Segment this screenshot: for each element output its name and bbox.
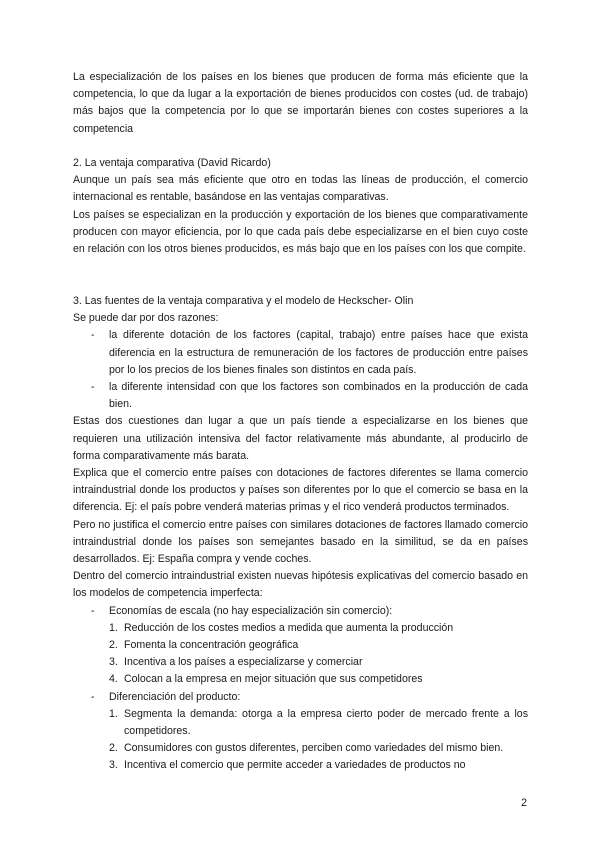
sublist-text: Reducción de los costes medios a medida que aumenta la producción: [124, 621, 454, 634]
sublist-item: [109, 706, 528, 740]
sublist-number: 1.: [109, 621, 118, 634]
sublist-number: 2.: [109, 639, 118, 652]
section-3-paragraph-2: Explica que el comercio entre países con dotaciones de factores diferentes se llama comercio intraindustrial donde los productos y países son diferentes por lo que el comercio se basa en la diferencia. Ej: el país pobre venderá materias primas y el rico venderá productos terminados.: [73, 467, 528, 514]
hypothesis-title: - Diferenciación del producto:: [109, 690, 241, 703]
hypothesis-sublist: [109, 620, 528, 689]
sublist-text: Incentiva a los países a especializarse y comerciar: [124, 656, 363, 669]
sublist-item: [109, 757, 528, 774]
hypothesis-sublist: [109, 706, 528, 775]
page-number: 2: [521, 797, 527, 809]
sublist-text: Incentiva el comercio que permite acceder a variedades de productos no: [124, 759, 466, 772]
hypotheses-list: [73, 603, 528, 775]
section-3-paragraph-1: Estas dos cuestiones dan lugar a que un país tiende a especializarse en los bienes que requieren una utilización intensiva del factor relativamente más abundante, al producirlo de forma comparativamente más barata.: [73, 415, 528, 462]
intro-paragraph: La especialización de los países en los bienes que producen de forma más eficiente que la competencia, lo que da lugar a la exportación de bienes producidos con costes (ud. de trabajo) más bajos que la competencia por lo que se importarán bienes con costes superiores a la competencia: [73, 71, 528, 135]
sublist-number: 4.: [109, 673, 118, 686]
sublist-text: Fomenta la concentración geográfica: [124, 639, 299, 652]
reason-item: - la diferente intensidad con que los factores son combinados en la producción de cada bien.: [73, 379, 528, 413]
section-3-paragraph-4: Dentro del comercio intraindustrial existen nuevas hipótesis explicativas del comercio basado en los modelos de competencia imperfecta:: [73, 570, 528, 600]
sublist-item: [109, 654, 528, 671]
sublist-item: [109, 637, 528, 654]
section-3-heading: 3. Las fuentes de la ventaja comparativa y el modelo de Heckscher- Olin: [73, 295, 414, 307]
section-2: [73, 155, 528, 258]
section-2-paragraph-2: Los países se especializan en la producción y exportación de los bienes que comparativamente producen con mayor eficiencia, por lo que cada país debe especializarse en el bien cuyo coste en relación con los otros bienes producidos, es más bajo que en los países con los que compite.: [73, 208, 528, 256]
sublist-text: Colocan a la empresa en mejor situación que sus competidores: [124, 673, 423, 686]
sublist-text: Consumidores con gustos diferentes, perciben como variedades del mismo bien.: [124, 742, 504, 755]
reason-item: - la diferente dotación de los factores (capital, trabajo) entre países hace que exista diferencia en la estructura de remuneración de los factores de producción entre países por lo los precios de los bienes finales son distintos en cada país.: [73, 327, 528, 379]
sublist-text: Segmenta la demanda: otorga a la empresa cierto poder de mercado frente a los competidores.: [124, 707, 528, 738]
section-2-heading: 2. La ventaja comparativa (David Ricardo): [73, 157, 271, 169]
reasons-list: [73, 327, 528, 413]
section-3-paragraph-3: Pero no justifica el comercio entre países con similares dotaciones de factores llamado comercio intraindustrial donde los países son semejantes basado en la similitud, se da en países desarrollados. Ej: España compra y vende coches.: [73, 518, 528, 566]
section-2-paragraph-1: Aunque un país sea más eficiente que otro en todas las líneas de producción, el comercio internacional es rentable, basándose en las ventajas comparativas.: [73, 174, 528, 204]
hypothesis-item: [73, 689, 528, 775]
sublist-number: 3.: [109, 656, 118, 669]
hypothesis-item: [73, 603, 528, 689]
intro-block: [73, 69, 528, 138]
hypothesis-title: - Economías de escala (no hay especialización sin comercio):: [109, 604, 393, 617]
section-3: [73, 293, 528, 775]
sublist-number: 3.: [109, 759, 118, 772]
sublist-number: 2.: [109, 742, 118, 755]
sublist-item: [109, 671, 528, 688]
sublist-item: [109, 620, 528, 637]
sublist-number: 1.: [109, 707, 118, 720]
section-3-intro: Se puede dar por dos razones:: [73, 312, 219, 325]
sublist-item: [109, 740, 528, 757]
